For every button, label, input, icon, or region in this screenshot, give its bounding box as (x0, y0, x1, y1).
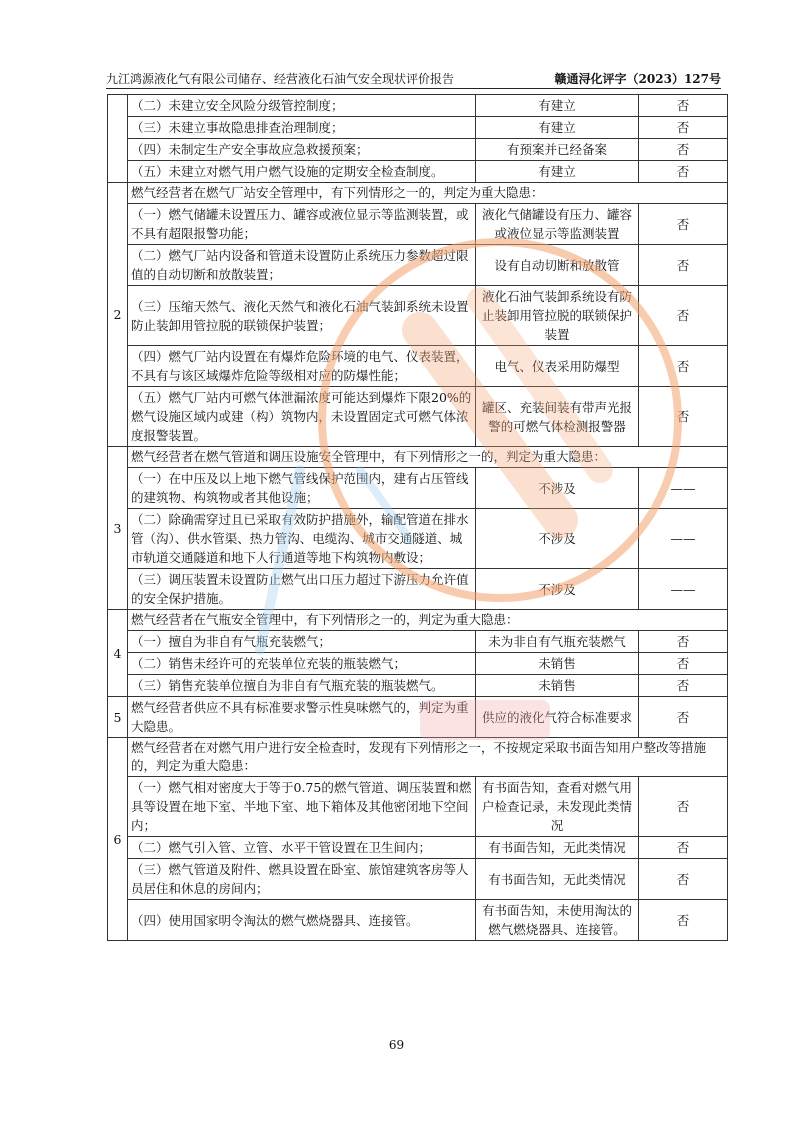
table-row (108, 900, 728, 941)
item-text-cell: （二）未建立安全风险分级管控制度； (128, 95, 476, 117)
item-number-cell: 3 (108, 447, 128, 610)
result-cell: 有书面告知，无此类情况 (476, 837, 639, 859)
item-number-cell: 4 (108, 610, 128, 697)
table-row (108, 204, 728, 245)
conclusion-cell: —— (639, 468, 728, 509)
item-text-cell: （四）燃气厂站内设置在有爆炸危险环境的电气、仪表装置，不具有与该区域爆炸危险等级相对应的防爆性能； (128, 346, 476, 387)
item-text-cell: （四）使用国家明令淘汰的燃气燃烧器具、连接管。 (128, 900, 476, 941)
item-number-cell: 6 (108, 738, 128, 941)
result-cell: 不涉及 (476, 509, 639, 569)
item-text-cell: 燃气经营者供应不具有标准要求警示性臭味燃气的，判定为重大隐患。 (128, 697, 476, 738)
item-text-cell: （四）未制定生产安全事故应急救援预案； (128, 139, 476, 161)
item-text-cell: （三）压缩天然气、液化天然气和液化石油气装卸系统未设置防止装卸用管拉脱的联锁保护装置； (128, 286, 476, 346)
section-heading-cell: 燃气经营者在气瓶安全管理中，有下列情形之一的，判定为重大隐患： (128, 610, 728, 631)
item-number-cell (108, 95, 128, 183)
result-cell: 不涉及 (476, 569, 639, 610)
conclusion-cell: 否 (639, 697, 728, 738)
item-number-cell: 5 (108, 697, 128, 738)
table-row (108, 738, 728, 777)
conclusion-cell: 否 (639, 900, 728, 941)
result-cell: 罐区、充装间装有带声光报警的可燃气体检测报警器 (476, 387, 639, 447)
table-row (108, 183, 728, 204)
section-heading-cell: 燃气经营者在燃气厂站安全管理中，有下列情形之一的，判定为重大隐患： (128, 183, 728, 204)
report-number: 赣通浔化评字（2023）127号 (554, 72, 721, 86)
conclusion-cell: 否 (639, 387, 728, 447)
item-text-cell: （一）擅自为非自有气瓶充装燃气； (128, 631, 476, 653)
result-cell: 有书面告知，未使用淘汰的燃气燃烧器具、连接管。 (476, 900, 639, 941)
table-row (108, 837, 728, 859)
table-row (108, 117, 728, 139)
result-cell: 未销售 (476, 653, 639, 675)
table-row (108, 777, 728, 837)
result-cell: 不涉及 (476, 468, 639, 509)
result-cell: 有预案并已经备案 (476, 139, 639, 161)
conclusion-cell: 否 (639, 204, 728, 245)
table-row (108, 697, 728, 738)
item-text-cell: （三）调压装置未设置防止燃气出口压力超过下游压力允许值的安全保护措施。 (128, 569, 476, 610)
table-row (108, 286, 728, 346)
table-row (108, 569, 728, 610)
table-row (108, 675, 728, 697)
page-number: 69 (388, 1038, 405, 1052)
item-text-cell: （一）燃气相对密度大于等于0.75的燃气管道、调压装置和燃具等设置在地下室、半地下室、地下箱体及其他密闭地下空间内； (128, 777, 476, 837)
table-row (108, 468, 728, 509)
conclusion-cell: 否 (639, 653, 728, 675)
result-cell: 设有自动切断和放散管 (476, 245, 639, 286)
conclusion-cell: 否 (639, 139, 728, 161)
item-number-cell: 2 (108, 183, 128, 447)
conclusion-cell: 否 (639, 117, 728, 139)
table-row (108, 139, 728, 161)
result-cell: 有建立 (476, 117, 639, 139)
section-heading-cell: 燃气经营者在燃气管道和调压设施安全管理中，有下列情形之一的，判定为重大隐患： (128, 447, 728, 468)
conclusion-cell: 否 (639, 95, 728, 117)
conclusion-cell: 否 (639, 777, 728, 837)
item-text-cell: （二）除确需穿过且已采取有效防护措施外，输配管道在排水管（沟）、供水管渠、热力管沟、电缆沟、城市交通隧道、城市轨道交通隧道和地下人行通道等地下构筑物内敷设； (128, 509, 476, 569)
report-title: 九江鸿源液化气有限公司储存、经营液化石油气安全现状评价报告 (106, 72, 455, 86)
section-heading-cell: 燃气经营者在对燃气用户进行安全检查时，发现有下列情形之一，不按规定采取书面告知用户整改等措施的，判定为重大隐患： (128, 738, 728, 777)
item-text-cell: （二）销售未经许可的充装单位充装的瓶装燃气； (128, 653, 476, 675)
table-row (108, 631, 728, 653)
item-text-cell: （二）燃气厂站内设备和管道未设置防止系统压力参数超过限值的自动切断和放散装置； (128, 245, 476, 286)
result-cell: 供应的液化气符合标准要求 (476, 697, 639, 738)
table-row (108, 346, 728, 387)
result-cell: 有建立 (476, 161, 639, 183)
header-rule (106, 88, 721, 89)
conclusion-cell: 否 (639, 286, 728, 346)
item-text-cell: （三）销售充装单位擅自为非自有气瓶充装的瓶装燃气。 (128, 675, 476, 697)
item-text-cell: （二）燃气引入管、立管、水平干管设置在卫生间内； (128, 837, 476, 859)
conclusion-cell: 否 (639, 859, 728, 900)
conclusion-cell: —— (639, 569, 728, 610)
result-cell: 未为非自有气瓶充装燃气 (476, 631, 639, 653)
result-cell: 液化石油气装卸系统设有防止装卸用管拉脱的联锁保护装置 (476, 286, 639, 346)
conclusion-cell: 否 (639, 631, 728, 653)
result-cell: 电气、仪表采用防爆型 (476, 346, 639, 387)
hazard-check-table (107, 94, 728, 941)
result-cell: 有建立 (476, 95, 639, 117)
item-text-cell: （一）在中压及以上地下燃气管线保护范围内，建有占压管线的建筑物、构筑物或者其他设施； (128, 468, 476, 509)
table-row (108, 387, 728, 447)
table-row (108, 859, 728, 900)
item-text-cell: （一）燃气储罐未设置压力、罐容或液位显示等监测装置，或不具有超限报警功能； (128, 204, 476, 245)
item-text-cell: （三）燃气管道及附件、燃具设置在卧室、旅馆建筑客房等人员居住和休息的房间内； (128, 859, 476, 900)
conclusion-cell: 否 (639, 675, 728, 697)
table-body (108, 95, 728, 941)
result-cell: 液化气储罐设有压力、罐容或液位显示等监测装置 (476, 204, 639, 245)
conclusion-cell: 否 (639, 837, 728, 859)
conclusion-cell: 否 (639, 161, 728, 183)
conclusion-cell: 否 (639, 245, 728, 286)
result-cell: 有书面告知，查看对燃气用户检查记录，未发现此类情况 (476, 777, 639, 837)
item-text-cell: （三）未建立事故隐患排查治理制度； (128, 117, 476, 139)
table-row (108, 161, 728, 183)
table-row (108, 509, 728, 569)
conclusion-cell: —— (639, 509, 728, 569)
table-row (108, 245, 728, 286)
page-header (106, 70, 721, 88)
result-cell: 未销售 (476, 675, 639, 697)
result-cell: 有书面告知，无此类情况 (476, 859, 639, 900)
item-text-cell: （五）燃气厂站内可燃气体泄漏浓度可能达到爆炸下限20%的燃气设施区域内或建（构）筑物内，未设置固定式可燃气体浓度报警装置。 (128, 387, 476, 447)
table-row (108, 447, 728, 468)
table-row (108, 610, 728, 631)
conclusion-cell: 否 (639, 346, 728, 387)
item-text-cell: （五）未建立对燃气用户燃气设施的定期安全检查制度。 (128, 161, 476, 183)
table-row (108, 95, 728, 117)
table-row (108, 653, 728, 675)
